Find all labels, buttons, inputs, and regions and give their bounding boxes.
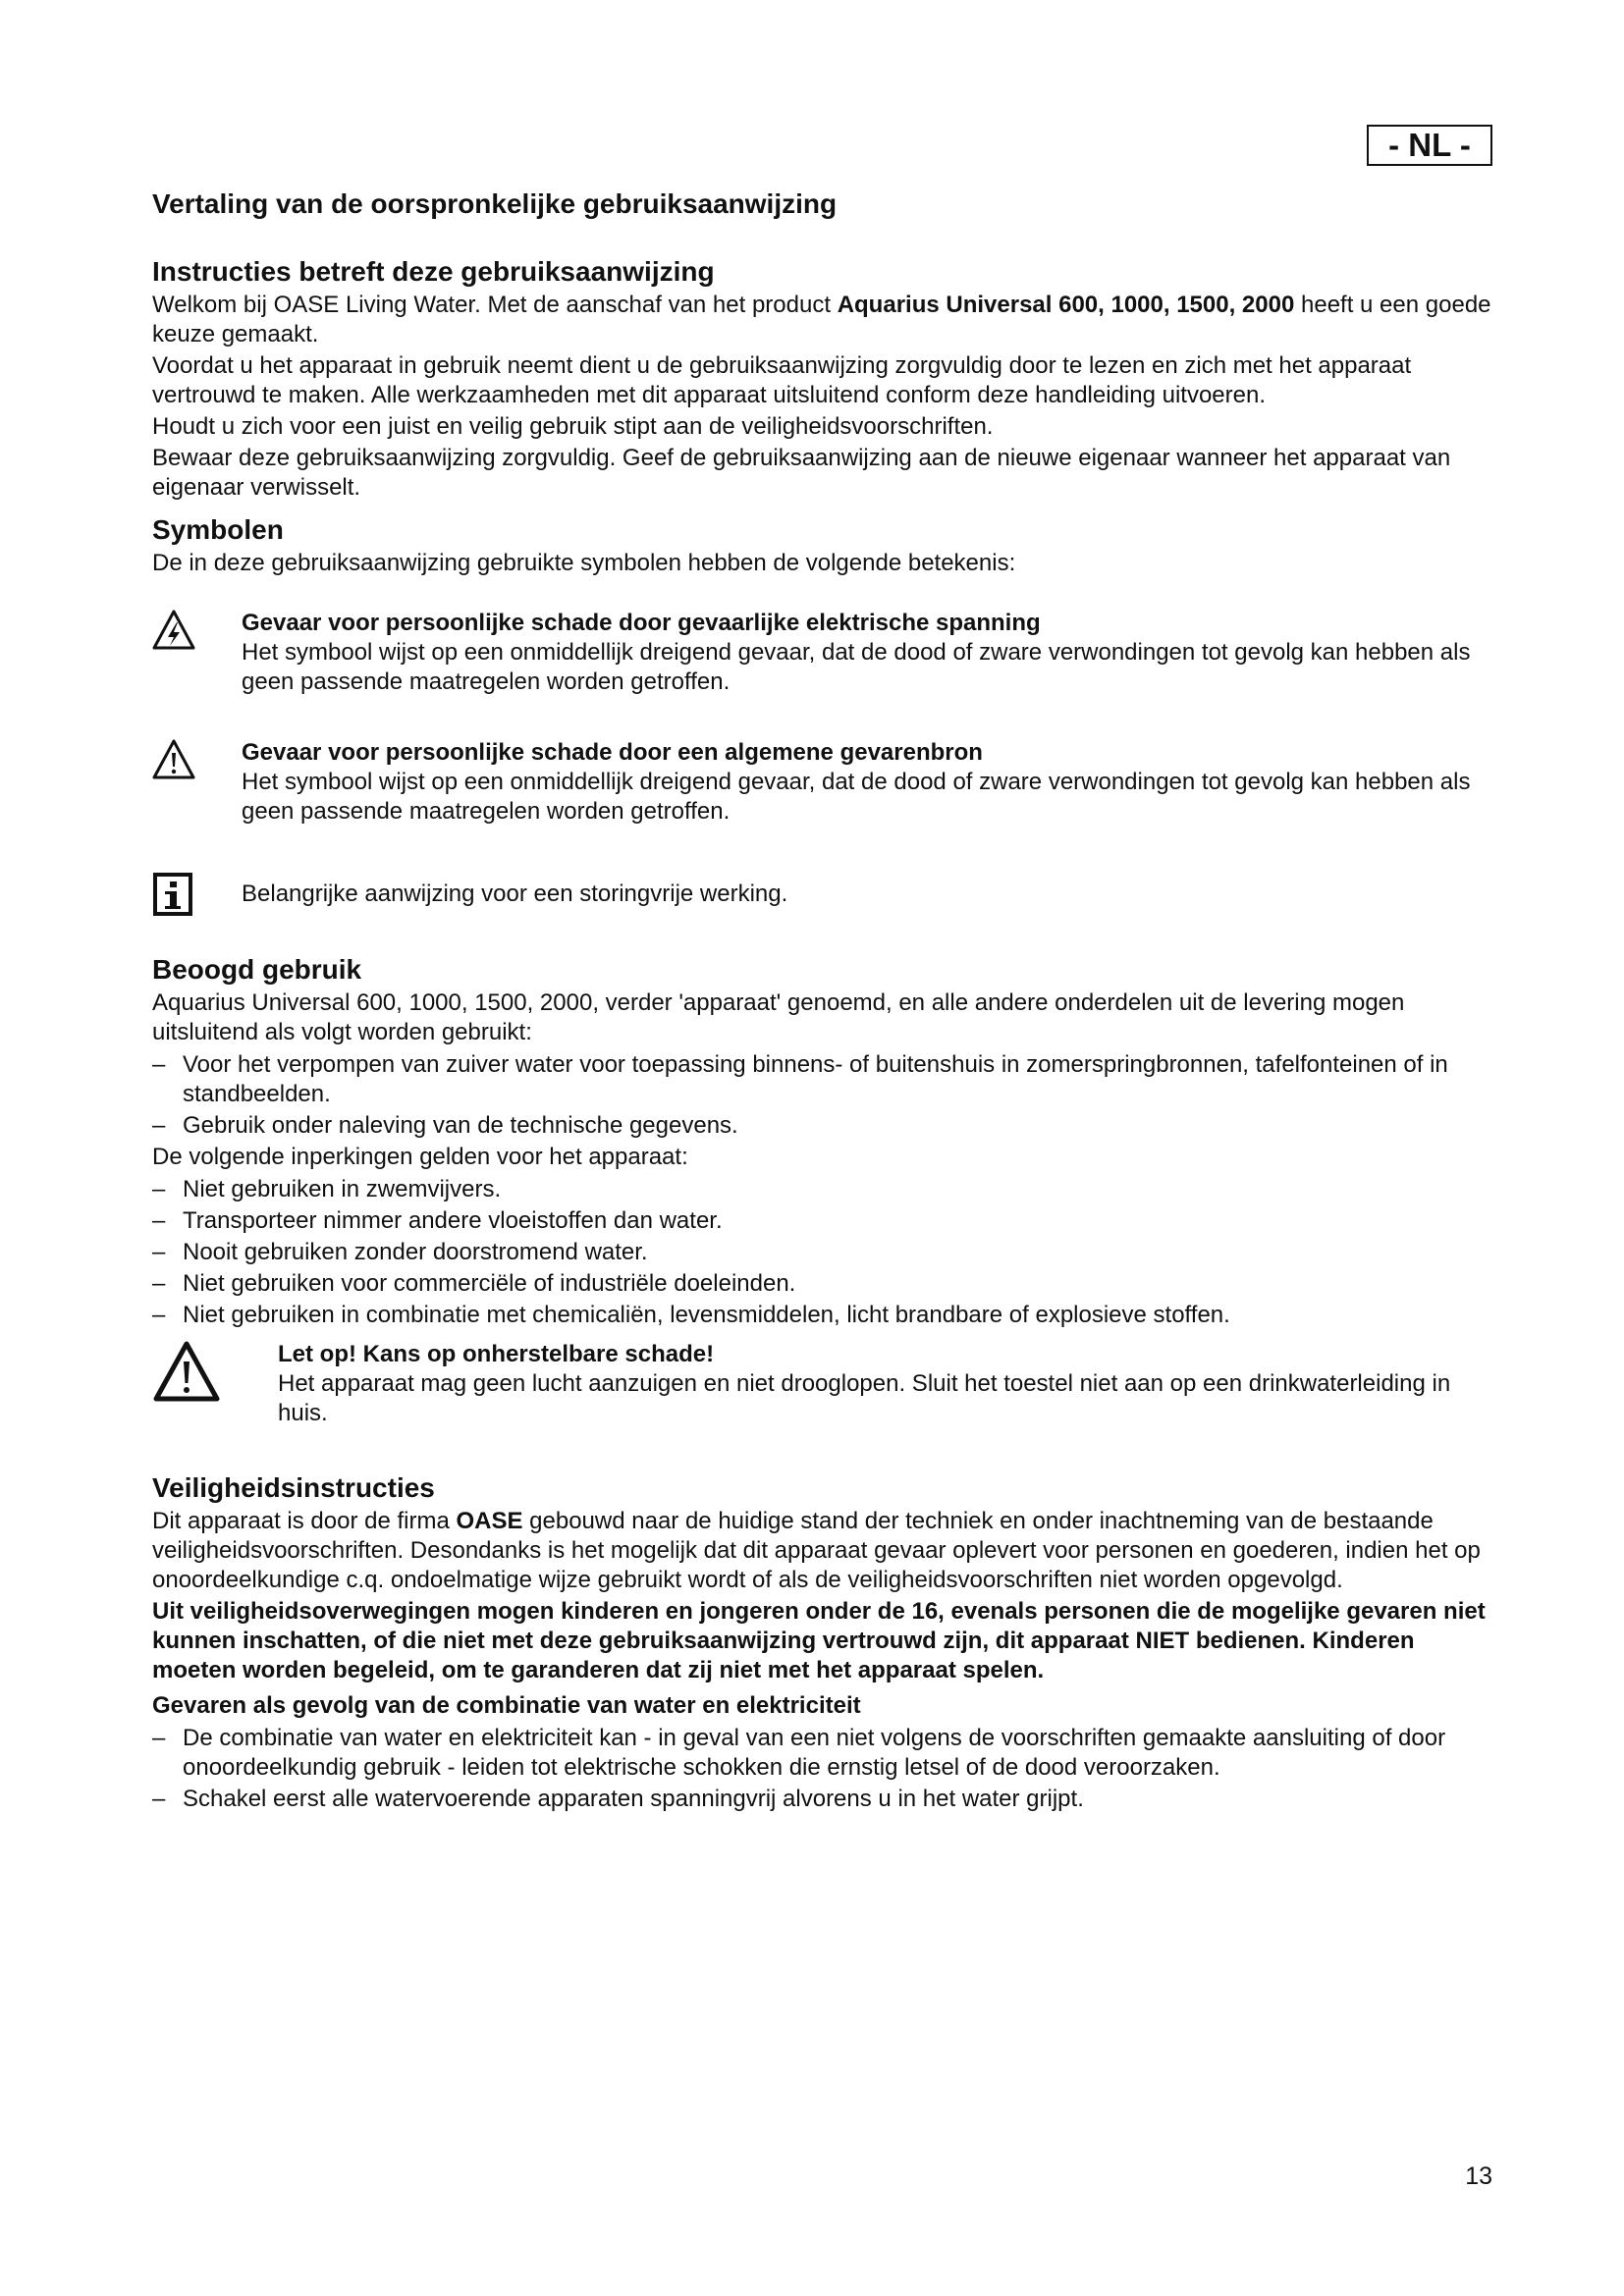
list-item: – Nooit gebruiken zonder doorstromend water.: [152, 1238, 1497, 1267]
symbol-item-electric: [152, 609, 1497, 697]
symbol-item-general: [152, 738, 1497, 827]
symbol-title: Gevaar voor persoonlijke schade door gevaarlijke elektrische spanning: [242, 610, 1041, 636]
language-badge: - NL -: [1367, 125, 1492, 166]
warning-icon: [152, 1340, 221, 1410]
electric-hazard-icon: [152, 609, 203, 665]
safety-paragraph-2: Uit veiligheidsoverwegingen mogen kinderen en jongeren onder de 16, evenals personen die de mogelijke gevaren niet kunnen inschatten, of die niet met deze gebruiksaanwijzing vertrouwd zijn, dit apparaat NIET bedienen. Kinderen moeten worden begeleid, om te garanderen dat zij niet met het apparaat spelen.: [152, 1598, 1486, 1683]
damage-warning: [152, 1340, 1497, 1428]
symbol-text: [242, 738, 1497, 827]
product-name: Aquarius Universal 600, 1000, 1500, 2000: [837, 292, 1295, 318]
list-item: – Niet gebruiken in zwemvijvers.: [152, 1175, 1497, 1204]
safety-paragraph-1: [152, 1507, 1497, 1595]
instructions-paragraph-4: Bewaar deze gebruiksaanwijzing zorgvuldig. Geef de gebruiksaanwijzing aan de nieuwe eigenaar wanneer het apparaat van eigenaar verwisselt.: [152, 445, 1451, 501]
symbol-item-info: [152, 868, 1497, 924]
document-title: Vertaling van de oorspronkelijke gebruiksaanwijzing: [152, 188, 838, 219]
symbol-description: Het symbool wijst op een onmiddellijk dreigend gevaar, dat de dood of zware verwondingen tot gevolg kan hebben als geen passende maatregelen worden getroffen.: [242, 639, 1471, 695]
symbol-text: [242, 880, 787, 909]
instructions-p1-text-b: heeft u een goede keuze gemaakt.: [152, 292, 1491, 347]
safety-subheading: Gevaren als gevolg van de combinatie van water en elektriciteit: [152, 1692, 861, 1719]
restrictions-list: [152, 1175, 1497, 1330]
intended-use-heading: Beoogd gebruik: [152, 954, 362, 985]
warning-title: Let op! Kans op onherstelbare schade!: [278, 1341, 715, 1367]
symbol-text: [242, 609, 1497, 697]
symbol-description: Het symbool wijst op een onmiddellijk dreigend gevaar, dat de dood of zware verwondingen tot gevolg kan hebben als geen passende maatregelen worden getroffen.: [242, 769, 1471, 825]
safety-p1-text-a: Dit apparaat is door de firma: [152, 1508, 457, 1534]
list-item: – Niet gebruiken voor commerciële of industriële doeleinden.: [152, 1269, 1497, 1299]
brand-name: OASE: [456, 1508, 523, 1534]
instructions-paragraph-1: [152, 291, 1497, 349]
instructions-paragraph-2: Voordat u het apparaat in gebruik neemt dient u de gebruiksaanwijzing zorgvuldig door te lezen en zich met het apparaat vertrouwd te maken. Alle werkzaamheden met dit apparaat uitsluitend conform deze handleiding uitvoeren.: [152, 352, 1412, 408]
info-icon: [152, 872, 203, 924]
safety-list: [152, 1724, 1497, 1814]
symbols-intro: De in deze gebruiksaanwijzing gebruikte symbolen hebben de volgende betekenis:: [152, 550, 1016, 576]
restrictions-intro: De volgende inperkingen gelden voor het apparaat:: [152, 1144, 688, 1170]
symbol-description: Belangrijke aanwijzing voor een storingvrije werking.: [242, 881, 788, 907]
content: [152, 187, 1497, 1816]
safety-heading: Veiligheidsinstructies: [152, 1472, 435, 1503]
warning-text: [278, 1340, 1497, 1428]
list-item: – Transporteer nimmer andere vloeistoffen dan water.: [152, 1206, 1497, 1236]
instructions-p1-text-a: Welkom bij OASE Living Water. Met de aanschaf van het product: [152, 292, 838, 318]
intended-use-intro: Aquarius Universal 600, 1000, 1500, 2000, verder 'apparaat' genoemd, en alle andere onderdelen uit de levering mogen uitsluitend als volgt worden gebruikt:: [152, 989, 1405, 1045]
list-item: – De combinatie van water en elektriciteit kan - in geval van een niet volgens de voorschriften gemaakte aansluiting of door onoordeelkundig gebruik - leiden tot elektrische schokken die ernstig letsel of de dood veroorzaken.: [152, 1724, 1497, 1783]
list-item: – Niet gebruiken in combinatie met chemicaliën, levensmiddelen, licht brandbare of explosieve stoffen.: [152, 1301, 1497, 1330]
page-number: 13: [1465, 2163, 1492, 2190]
safety-p1-text-b: gebouwd naar de huidige stand der techniek en onder inachtneming van de bestaande veiligheidsvoorschriften. Desondanks is het mogelijk dat dit apparaat gevaar oplevert voor personen en goederen, indien het op onoordeelkundige c.q. ondoelmatige wijze gebruikt wordt of als de veiligheidsvoorschriften niet worden opgevolgd.: [152, 1508, 1481, 1593]
instructions-heading: Instructies betreft deze gebruiksaanwijzing: [152, 256, 715, 287]
general-hazard-icon: [152, 738, 203, 794]
list-item: – Schakel eerst alle watervoerende apparaten spanningvrij alvorens u in het water grijpt.: [152, 1785, 1497, 1814]
symbol-title: Gevaar voor persoonlijke schade door een algemene gevarenbron: [242, 739, 983, 766]
list-item: – Gebruik onder naleving van de technische gegevens.: [152, 1111, 1497, 1141]
warning-description: Het apparaat mag geen lucht aanzuigen en niet drooglopen. Sluit het toestel niet aan op een drinkwaterleiding in huis.: [278, 1370, 1451, 1426]
allowed-use-list: [152, 1050, 1497, 1141]
list-item: – Voor het verpompen van zuiver water voor toepassing binnens- of buitenshuis in zomerspringbronnen, tafelfonteinen of in standbeelden.: [152, 1050, 1497, 1109]
symbols-heading: Symbolen: [152, 514, 284, 545]
instructions-paragraph-3: Houdt u zich voor een juist en veilig gebruik stipt aan de veiligheidsvoorschriften.: [152, 413, 994, 440]
